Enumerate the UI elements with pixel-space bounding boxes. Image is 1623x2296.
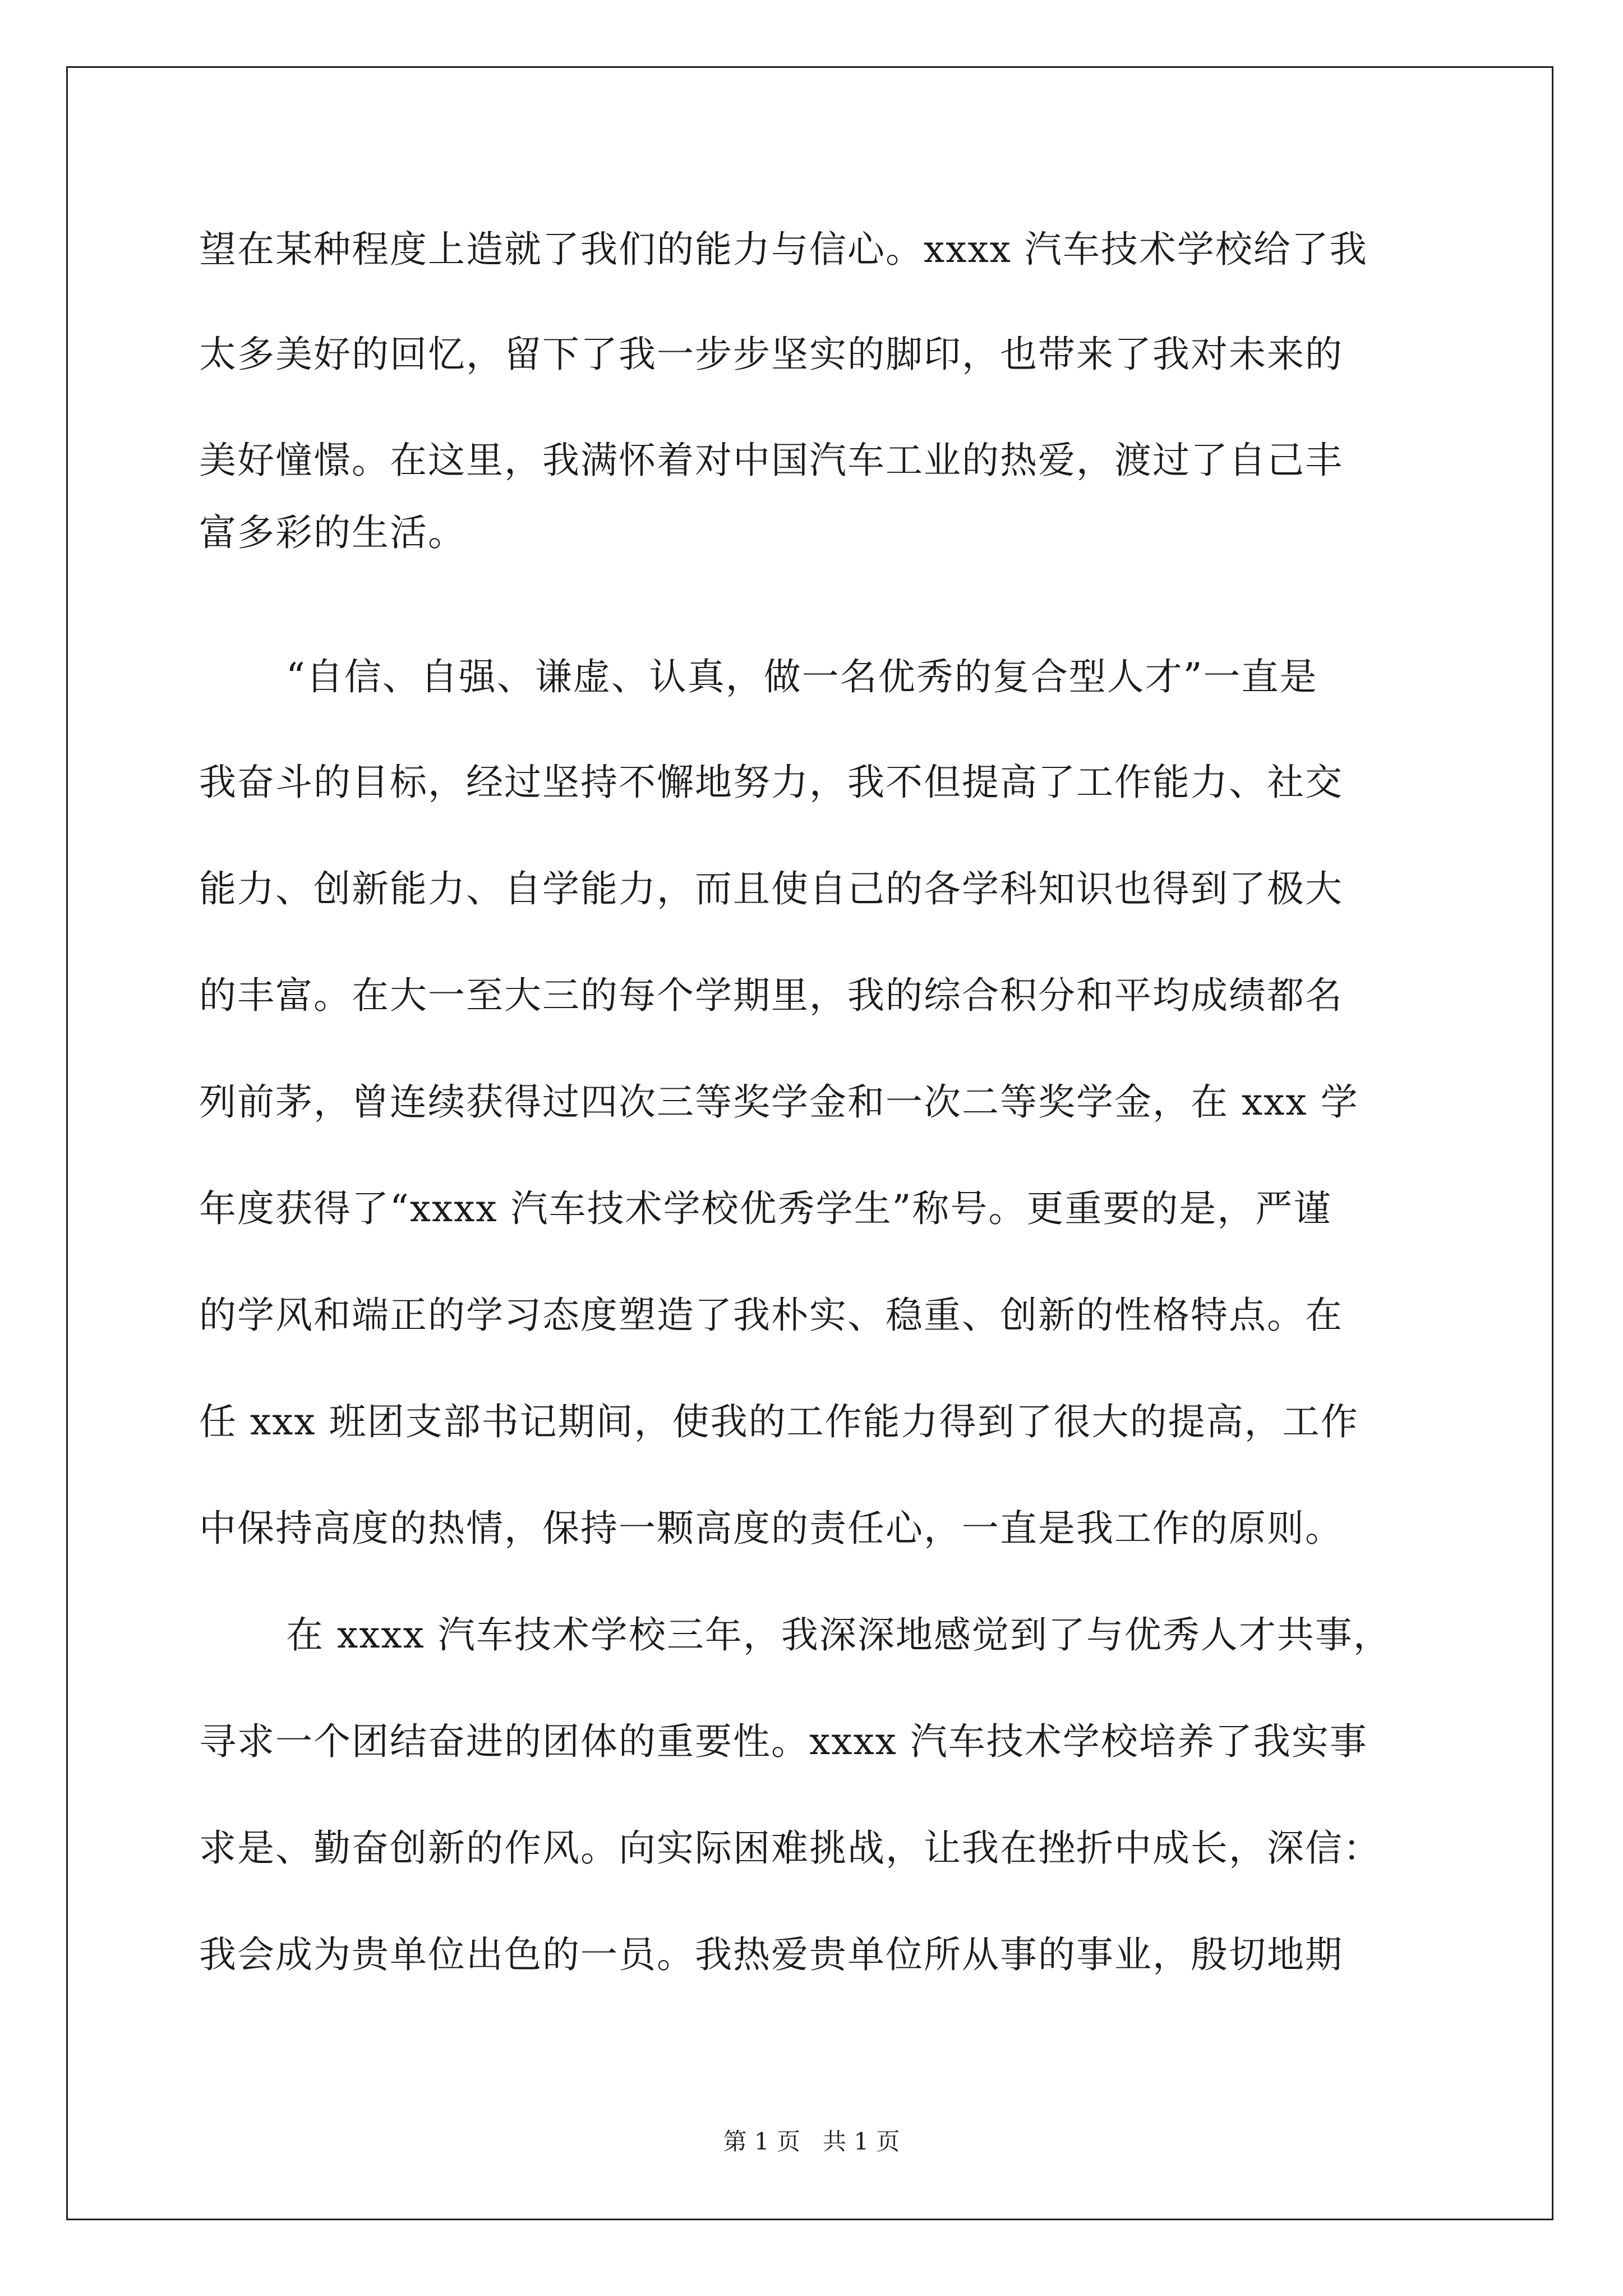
text-line: 的学风和端正的学习态度塑造了我朴实、稳重、创新的性格特点。在	[199, 1294, 1343, 1337]
text-line: 中保持高度的热情，保持一颗高度的责任心，一直是我工作的原则。	[199, 1507, 1343, 1550]
text-line: 的丰富。在大一至大三的每个学期里，我的综合积分和平均成绩都名	[199, 974, 1343, 1017]
text-line: 寻求一个团结奋进的团体的重要性。xxxx 汽车技术学校培养了我实事	[199, 1720, 1368, 1763]
page-total: 共 1 页	[823, 2128, 900, 2155]
text-line: 任 xxx 班团支部书记期间，使我的工作能力得到了很大的提高，工作	[199, 1400, 1359, 1443]
text-line: 能力、创新能力、自学能力，而且使自己的各学科知识也得到了极大	[199, 867, 1343, 910]
page-number: 第 1 页	[723, 2128, 800, 2155]
text-line: 美好憧憬。在这里，我满怀着对中国汽车工业的热爱，渡过了自己丰	[199, 439, 1343, 482]
page-border	[66, 66, 1553, 2220]
page-footer	[0, 2125, 1623, 2159]
text-line: 富多彩的生活。	[199, 511, 466, 554]
text-line: 我会成为贵单位出色的一员。我热爱贵单位所从事的事业，殷切地期	[199, 1933, 1343, 1976]
text-line: 年度获得了“xxxx 汽车技术学校优秀学生”称号。更重要的是，严谨	[199, 1187, 1332, 1230]
text-line: 求是、勤奋创新的作风。向实际困难挑战，让我在挫折中成长，深信：	[199, 1826, 1381, 1870]
text-line: “自信、自强、谦虚、认真，做一名优秀的复合型人才”一直是	[286, 655, 1318, 698]
text-line: 我奋斗的目标，经过坚持不懈地努力，我不但提高了工作能力、社交	[199, 761, 1343, 804]
text-line: 望在某种程度上造就了我们的能力与信心。xxxx 汽车技术学校给了我	[199, 228, 1368, 271]
text-line: 在 xxxx 汽车技术学校三年，我深深地感觉到了与优秀人才共事，	[286, 1613, 1391, 1657]
text-line: 列前茅，曾连续获得过四次三等奖学金和一次二等奖学金，在 xxx 学	[199, 1080, 1359, 1124]
text-line: 太多美好的回忆，留下了我一步步坚实的脚印，也带来了我对未来的	[199, 333, 1343, 376]
